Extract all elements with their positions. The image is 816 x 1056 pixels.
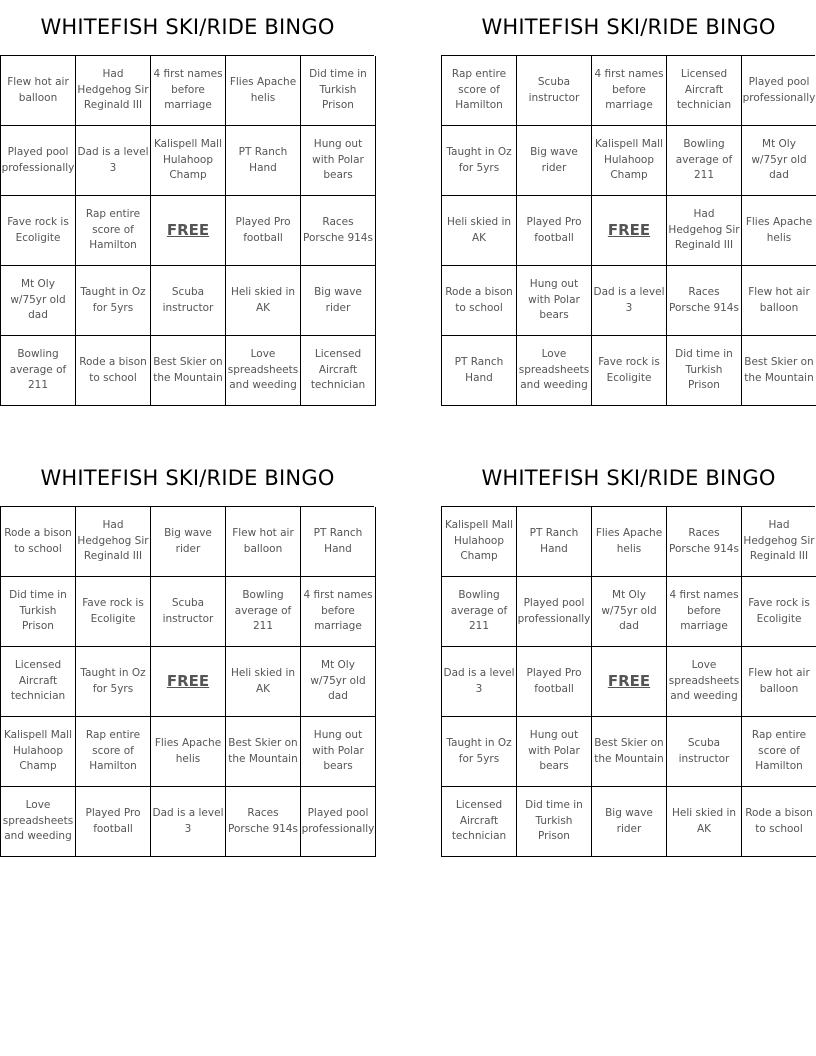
bingo-cell: Mt Oly w/75yr old dad <box>592 577 667 647</box>
bingo-cell: Heli skied in AK <box>226 266 301 336</box>
bingo-cell: Races Porsche 914s <box>226 787 301 857</box>
bingo-cell: PT Ranch Hand <box>301 507 376 577</box>
bingo-cell: Bowling average of 211 <box>667 126 742 196</box>
bingo-cell: Rap entire score of Hamilton <box>76 717 151 787</box>
bingo-cell: Heli skied in AK <box>442 196 517 266</box>
bingo-cell: Licensed Aircraft technician <box>667 56 742 126</box>
bingo-grid <box>441 55 815 406</box>
bingo-cell: Love spreadsheets and weeding <box>226 336 301 406</box>
bingo-cell: Played Pro football <box>517 647 592 717</box>
bingo-cell: Rode a bison to school <box>442 266 517 336</box>
bingo-cell: Flies Apache helis <box>742 196 816 266</box>
bingo-cell: Dad is a level 3 <box>151 787 226 857</box>
bingo-cell: Races Porsche 914s <box>667 266 742 336</box>
bingo-cell: Scuba instructor <box>517 56 592 126</box>
bingo-cell: Fave rock is Ecoligite <box>592 336 667 406</box>
bingo-cell: Mt Oly w/75yr old dad <box>742 126 816 196</box>
bingo-card <box>441 451 816 857</box>
bingo-cell: Rap entire score of Hamilton <box>442 56 517 126</box>
card-title: WHITEFISH SKI/RIDE BINGO <box>481 15 776 39</box>
bingo-cell: Flies Apache helis <box>226 56 301 126</box>
bingo-cell: 4 first names before marriage <box>301 577 376 647</box>
bingo-cell: Best Skier on the Mountain <box>592 717 667 787</box>
bingo-cell: Played Pro football <box>76 787 151 857</box>
bingo-cell: Bowling average of 211 <box>226 577 301 647</box>
bingo-cell: Scuba instructor <box>151 577 226 647</box>
bingo-cell: Did time in Turkish Prison <box>517 787 592 857</box>
bingo-cell: Rap entire score of Hamilton <box>76 196 151 266</box>
bingo-cell: PT Ranch Hand <box>226 126 301 196</box>
free-space: FREE <box>592 647 667 717</box>
bingo-grid <box>0 55 374 406</box>
bingo-cell: Rode a bison to school <box>1 507 76 577</box>
bingo-cell: Best Skier on the Mountain <box>151 336 226 406</box>
bingo-cell: Heli skied in AK <box>226 647 301 717</box>
bingo-cell: Love spreadsheets and weeding <box>517 336 592 406</box>
bingo-cell: Dad is a level 3 <box>442 647 517 717</box>
bingo-cell: Scuba instructor <box>151 266 226 336</box>
bingo-cell: Hung out with Polar bears <box>517 717 592 787</box>
bingo-cell: Kalispell Mall Hulahoop Champ <box>442 507 517 577</box>
bingo-cell: Flew hot air balloon <box>742 647 816 717</box>
bingo-cell: Played Pro football <box>517 196 592 266</box>
bingo-cell: Flies Apache helis <box>151 717 226 787</box>
card-title: WHITEFISH SKI/RIDE BINGO <box>481 466 776 490</box>
card-title: WHITEFISH SKI/RIDE BINGO <box>40 466 335 490</box>
bingo-cell: Bowling average of 211 <box>1 336 76 406</box>
bingo-cell: Dad is a level 3 <box>592 266 667 336</box>
bingo-cell: Had Hedgehog Sir Reginald III <box>76 56 151 126</box>
bingo-cell: Had Hedgehog Sir Reginald III <box>76 507 151 577</box>
bingo-cell: Kalispell Mall Hulahoop Champ <box>1 717 76 787</box>
bingo-cell: Best Skier on the Mountain <box>226 717 301 787</box>
bingo-cell: Played pool professionally <box>517 577 592 647</box>
bingo-cell: Hung out with Polar bears <box>517 266 592 336</box>
bingo-cell: Rode a bison to school <box>76 336 151 406</box>
bingo-cell: Flew hot air balloon <box>742 266 816 336</box>
free-space: FREE <box>151 647 226 717</box>
bingo-cell: Had Hedgehog Sir Reginald III <box>667 196 742 266</box>
bingo-cell: Did time in Turkish Prison <box>301 56 376 126</box>
bingo-cell: Bowling average of 211 <box>442 577 517 647</box>
bingo-cell: Fave rock is Ecoligite <box>76 577 151 647</box>
bingo-cell: 4 first names before marriage <box>667 577 742 647</box>
bingo-cell: Played Pro football <box>226 196 301 266</box>
bingo-cell: Played pool professionally <box>742 56 816 126</box>
free-space: FREE <box>151 196 226 266</box>
bingo-cell: Fave rock is Ecoligite <box>742 577 816 647</box>
bingo-cell: Scuba instructor <box>667 717 742 787</box>
bingo-cell: Taught in Oz for 5yrs <box>442 717 517 787</box>
bingo-cell: Rap entire score of Hamilton <box>742 717 816 787</box>
bingo-cell: Hung out with Polar bears <box>301 717 376 787</box>
bingo-cell: Played pool professionally <box>1 126 76 196</box>
bingo-cell: Had Hedgehog Sir Reginald III <box>742 507 816 577</box>
bingo-cell: Licensed Aircraft technician <box>301 336 376 406</box>
bingo-cell: Races Porsche 914s <box>667 507 742 577</box>
bingo-cell: Flew hot air balloon <box>1 56 76 126</box>
bingo-cell: Love spreadsheets and weeding <box>1 787 76 857</box>
bingo-grid <box>441 506 815 857</box>
bingo-cell: Mt Oly w/75yr old dad <box>301 647 376 717</box>
bingo-cell: 4 first names before marriage <box>151 56 226 126</box>
bingo-cell: PT Ranch Hand <box>442 336 517 406</box>
card-title: WHITEFISH SKI/RIDE BINGO <box>40 15 335 39</box>
bingo-cell: Big wave rider <box>151 507 226 577</box>
bingo-cell: Heli skied in AK <box>667 787 742 857</box>
bingo-cell: Taught in Oz for 5yrs <box>76 266 151 336</box>
bingo-cell: Fave rock is Ecoligite <box>1 196 76 266</box>
bingo-card <box>0 451 375 857</box>
bingo-cell: Licensed Aircraft technician <box>442 787 517 857</box>
bingo-cell: Flies Apache helis <box>592 507 667 577</box>
bingo-cell: Hung out with Polar bears <box>301 126 376 196</box>
bingo-cell: Licensed Aircraft technician <box>1 647 76 717</box>
bingo-cell: Love spreadsheets and weeding <box>667 647 742 717</box>
bingo-cell: Taught in Oz for 5yrs <box>442 126 517 196</box>
bingo-grid <box>0 506 374 857</box>
bingo-cell: Mt Oly w/75yr old dad <box>1 266 76 336</box>
bingo-cell: Rode a bison to school <box>742 787 816 857</box>
bingo-cell: PT Ranch Hand <box>517 507 592 577</box>
bingo-cell: Flew hot air balloon <box>226 507 301 577</box>
bingo-cell: Did time in Turkish Prison <box>667 336 742 406</box>
free-space: FREE <box>592 196 667 266</box>
bingo-card <box>441 0 816 406</box>
bingo-cell: Best Skier on the Mountain <box>742 336 816 406</box>
bingo-cell: Played pool professionally <box>301 787 376 857</box>
bingo-cell: Races Porsche 914s <box>301 196 376 266</box>
bingo-cell: 4 first names before marriage <box>592 56 667 126</box>
bingo-card <box>0 0 375 406</box>
bingo-cell: Kalispell Mall Hulahoop Champ <box>151 126 226 196</box>
bingo-cell: Big wave rider <box>301 266 376 336</box>
bingo-cell: Kalispell Mall Hulahoop Champ <box>592 126 667 196</box>
bingo-cell: Did time in Turkish Prison <box>1 577 76 647</box>
bingo-cell: Dad is a level 3 <box>76 126 151 196</box>
bingo-cell: Taught in Oz for 5yrs <box>76 647 151 717</box>
bingo-cell: Big wave rider <box>517 126 592 196</box>
bingo-cell: Big wave rider <box>592 787 667 857</box>
